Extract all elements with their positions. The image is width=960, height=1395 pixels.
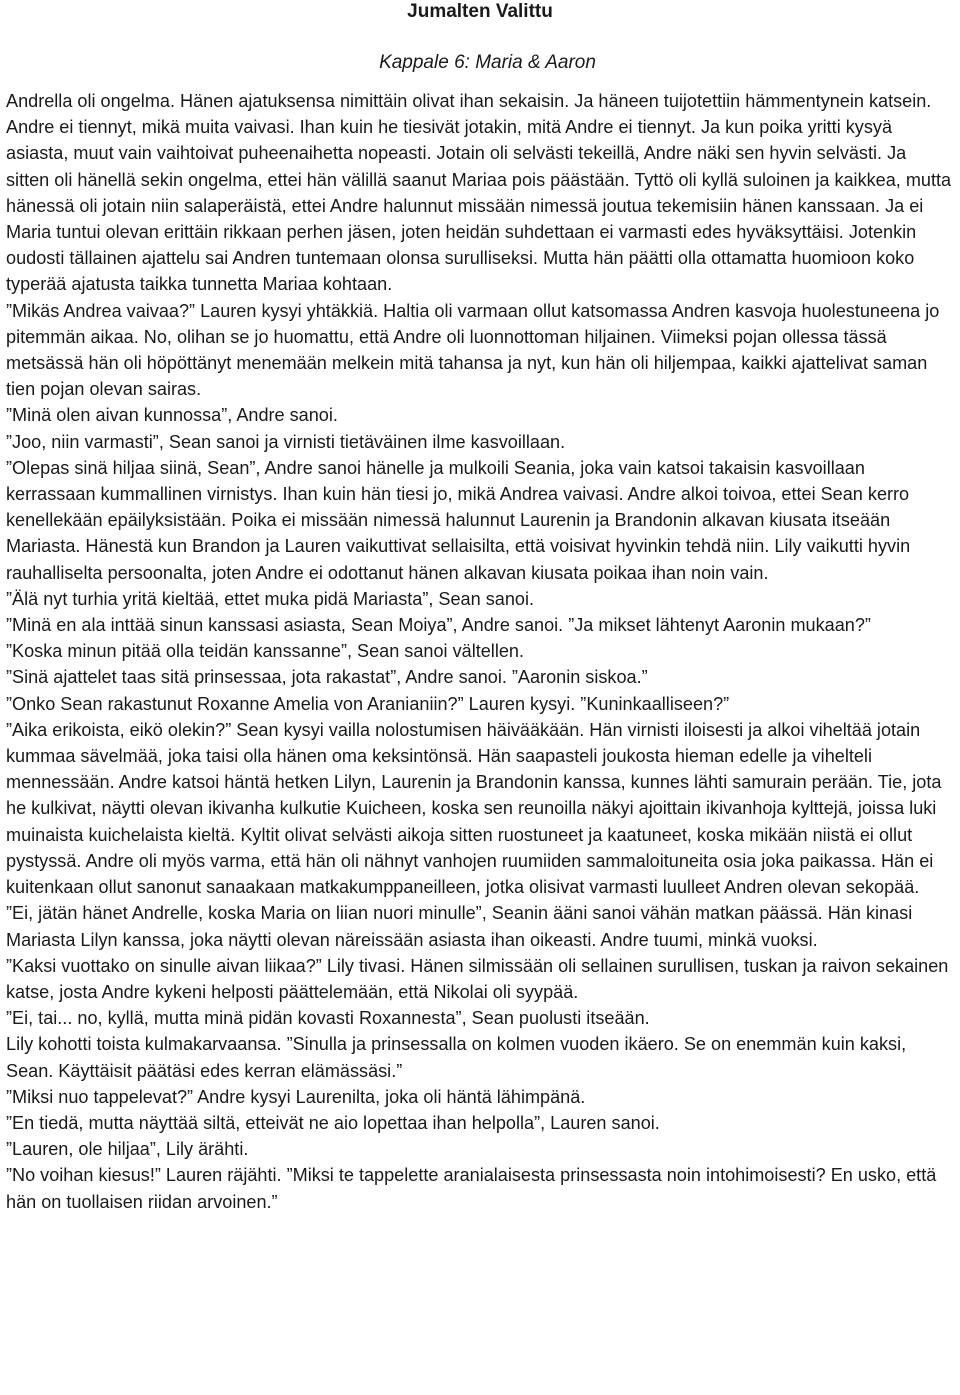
paragraph: Lily kohotti toista kulmakarvaansa. ”Sinulla ja prinsessalla on kolmen vuoden ikäero. Se on enemmän kuin kaksi, Sean. Käyttäisit päätäsi edes kerran elämässäsi.”	[6, 1034, 907, 1081]
paragraph: ”Miksi nuo tappelevat?” Andre kysyi Laurenilta, joka oli häntä lähimpänä.	[6, 1086, 586, 1107]
paragraph: ”Koska minun pitää olla teidän kanssanne”, Sean sanoi vältellen.	[6, 641, 525, 662]
paragraph: ”Olepas sinä hiljaa siinä, Sean”, Andre sanoi hänelle ja mulkoili Seania, joka vain katsoi takaisin kasvoillaan kerrassaan kummallinen virnistys. Ihan kuin hän tiesi jo, mikä Andrea vaivasi. Andre alkoi toivoa, ettei Sean kerro kenellekään epäilyksistään. Poika ei missään nimessä halunnut Laurenin ja Brandonin alkavan kiusata itseään Mariasta. Hänestä kun Brandon ja Lauren vaikuttivat sellaisilta, että voisivat hyvinkin tehdä niin. Lily vaikutti hyvin rauhalliselta persoonalta, joten Andre ei odottanut hänen alkavan kiusata poikaa ihan noin vain.	[6, 457, 911, 583]
chapter-title: Kappale 6: Maria & Aaron	[379, 52, 596, 73]
paragraph: ”Aika erikoista, eikö olekin?” Sean kysyi vailla nolostumisen häivääkään. Hän virnisti iloisesti ja alkoi viheltää jotain kummaa sävelmää, joka taisi olla hänen oma keksintönsä. Hän saapasteli joukosta hieman edelle ja vihelteli mennessään. Andre katsoi häntä hetken Lilyn, Laurenin ja Brandonin kanssa, kunnes lähti samurain perään. Tie, jota he kulkivat, näytti olevan ikivanha kulkutie Kuicheen, koska sen reunoilla näkyi ajoittain ikivanhoja kylttejä, joissa luki muinaista kuichelaista kieltä. Kyltit olivat selvästi aikoja sitten ruostuneet ja kaatuneet, koska mikään niistä ei ollut pystyssä. Andre oli myös varma, että hän oli nähnyt vanhojen ruumiiden sammaloituneita osia joka paikassa. Hän ei kuitenkaan ollut sanonut sanaakaan matkakumppaneilleen, jotka olisivat varmasti luulleet Andren olevan sekopää.	[6, 719, 942, 898]
paragraph: ”Ei, jätän hänet Andrelle, koska Maria on liian nuori minulle”, Seanin ääni sanoi vähän matkan päässä. Hän kinasi Mariasta Lilyn kanssa, joka näytti olevan näreissään asiasta ihan oikeasti. Andre tuumi, minkä vuoksi.	[6, 903, 913, 950]
paragraph: ”Lauren, ole hiljaa”, Lily ärähti.	[6, 1139, 249, 1160]
paragraph: ”No voihan kiesus!” Lauren räjähti. ”Miksi te tappelette aranialaisesta prinsessasta noin intohimoisesti? En usko, että hän on tuollaisen riidan arvoinen.”	[6, 1165, 937, 1212]
paragraph: ”Ei, tai... no, kyllä, mutta minä pidän kovasti Roxannesta”, Sean puolusti itseään.	[6, 1008, 650, 1029]
chapter-body	[6, 88, 954, 1215]
paragraph: ”Sinä ajattelet taas sitä prinsessaa, jota rakastat”, Andre sanoi. ”Aaronin siskoa.”	[6, 667, 648, 688]
paragraph: ”Joo, niin varmasti”, Sean sanoi ja virnisti tietäväinen ilme kasvoillaan.	[6, 431, 566, 452]
paragraph: ”Mikäs Andrea vaivaa?” Lauren kysyi yhtäkkiä. Haltia oli varmaan ollut katsomassa Andren kasvoja huolestuneena jo pitemmän aikaa. No, olihan se jo huomattu, että Andre oli luonnottoman hiljainen. Viimeksi pojan ollessa tässä metsässä hän oli höpöttänyt menemään melkein mitä tahansa ja nyt, kun hän oli hiljempaa, kaikki ajattelivat saman tien pojan olevan sairas.	[6, 300, 940, 400]
paragraph: ”Älä nyt turhia yritä kieltää, ettet muka pidä Mariasta”, Sean sanoi.	[6, 588, 534, 609]
paragraph: Andrella oli ongelma. Hänen ajatuksensa nimittäin olivat ihan sekaisin. Ja häneen tuijotettiin hämmentynein katsein. Andre ei tiennyt, mikä muita vaivasi. Ihan kuin he tiesivät jotakin, mitä Andre ei tiennyt. Ja kun poika yritti kysyä asiasta, muut vain vaihtoivat puheenaihetta nopeasti. Jotain oli selvästi tekeillä, Andre näki sen hyvin selvästi. Ja sitten oli hänellä sekin ongelma, ettei hän välillä saanut Mariaa pois päästään. Tyttö oli kyllä suloinen ja kaikkea, mutta hänessä oli jotain niin salaperäistä, ettei Andre halunnut missään nimessä joutua tekemisiin hänen kanssaan. Ja ei Maria tuntui olevan erittäin rikkaan perhen jäsen, joten heidän suhdettaan ei varmasti edes hyväksyttäisi. Jotenkin oudosti tällainen ajattelu sai Andren tuntemaan olonsa surulliseksi. Mutta hän päätti olla ottamatta huomioon koko typerää ajatusta taikka tunnetta Mariaa kohtaan.	[6, 91, 952, 295]
document-title: Jumalten Valittu	[407, 1, 553, 22]
paragraph: ”Onko Sean rakastunut Roxanne Amelia von Aranianiin?” Lauren kysyi. ”Kuninkaalliseen?”	[6, 693, 730, 714]
paragraph: ”Minä olen aivan kunnossa”, Andre sanoi.	[6, 405, 338, 426]
paragraph: ”En tiedä, mutta näyttää siltä, etteivät ne aio lopettaa ihan helpolla”, Lauren sanoi.	[6, 1112, 660, 1133]
paragraph: ”Kaksi vuottako on sinulle aivan liikaa?” Lily tivasi. Hänen silmissään oli sellainen surullisen, tuskan ja raivon sekainen katse, josta Andre kykeni helposti päättelemään, että Nikolai oli syypää.	[6, 955, 949, 1002]
paragraph: ”Minä en ala inttää sinun kanssasi asiasta, Sean Moiya”, Andre sanoi. ”Ja mikset lähtenyt Aaronin mukaan?”	[6, 615, 871, 636]
